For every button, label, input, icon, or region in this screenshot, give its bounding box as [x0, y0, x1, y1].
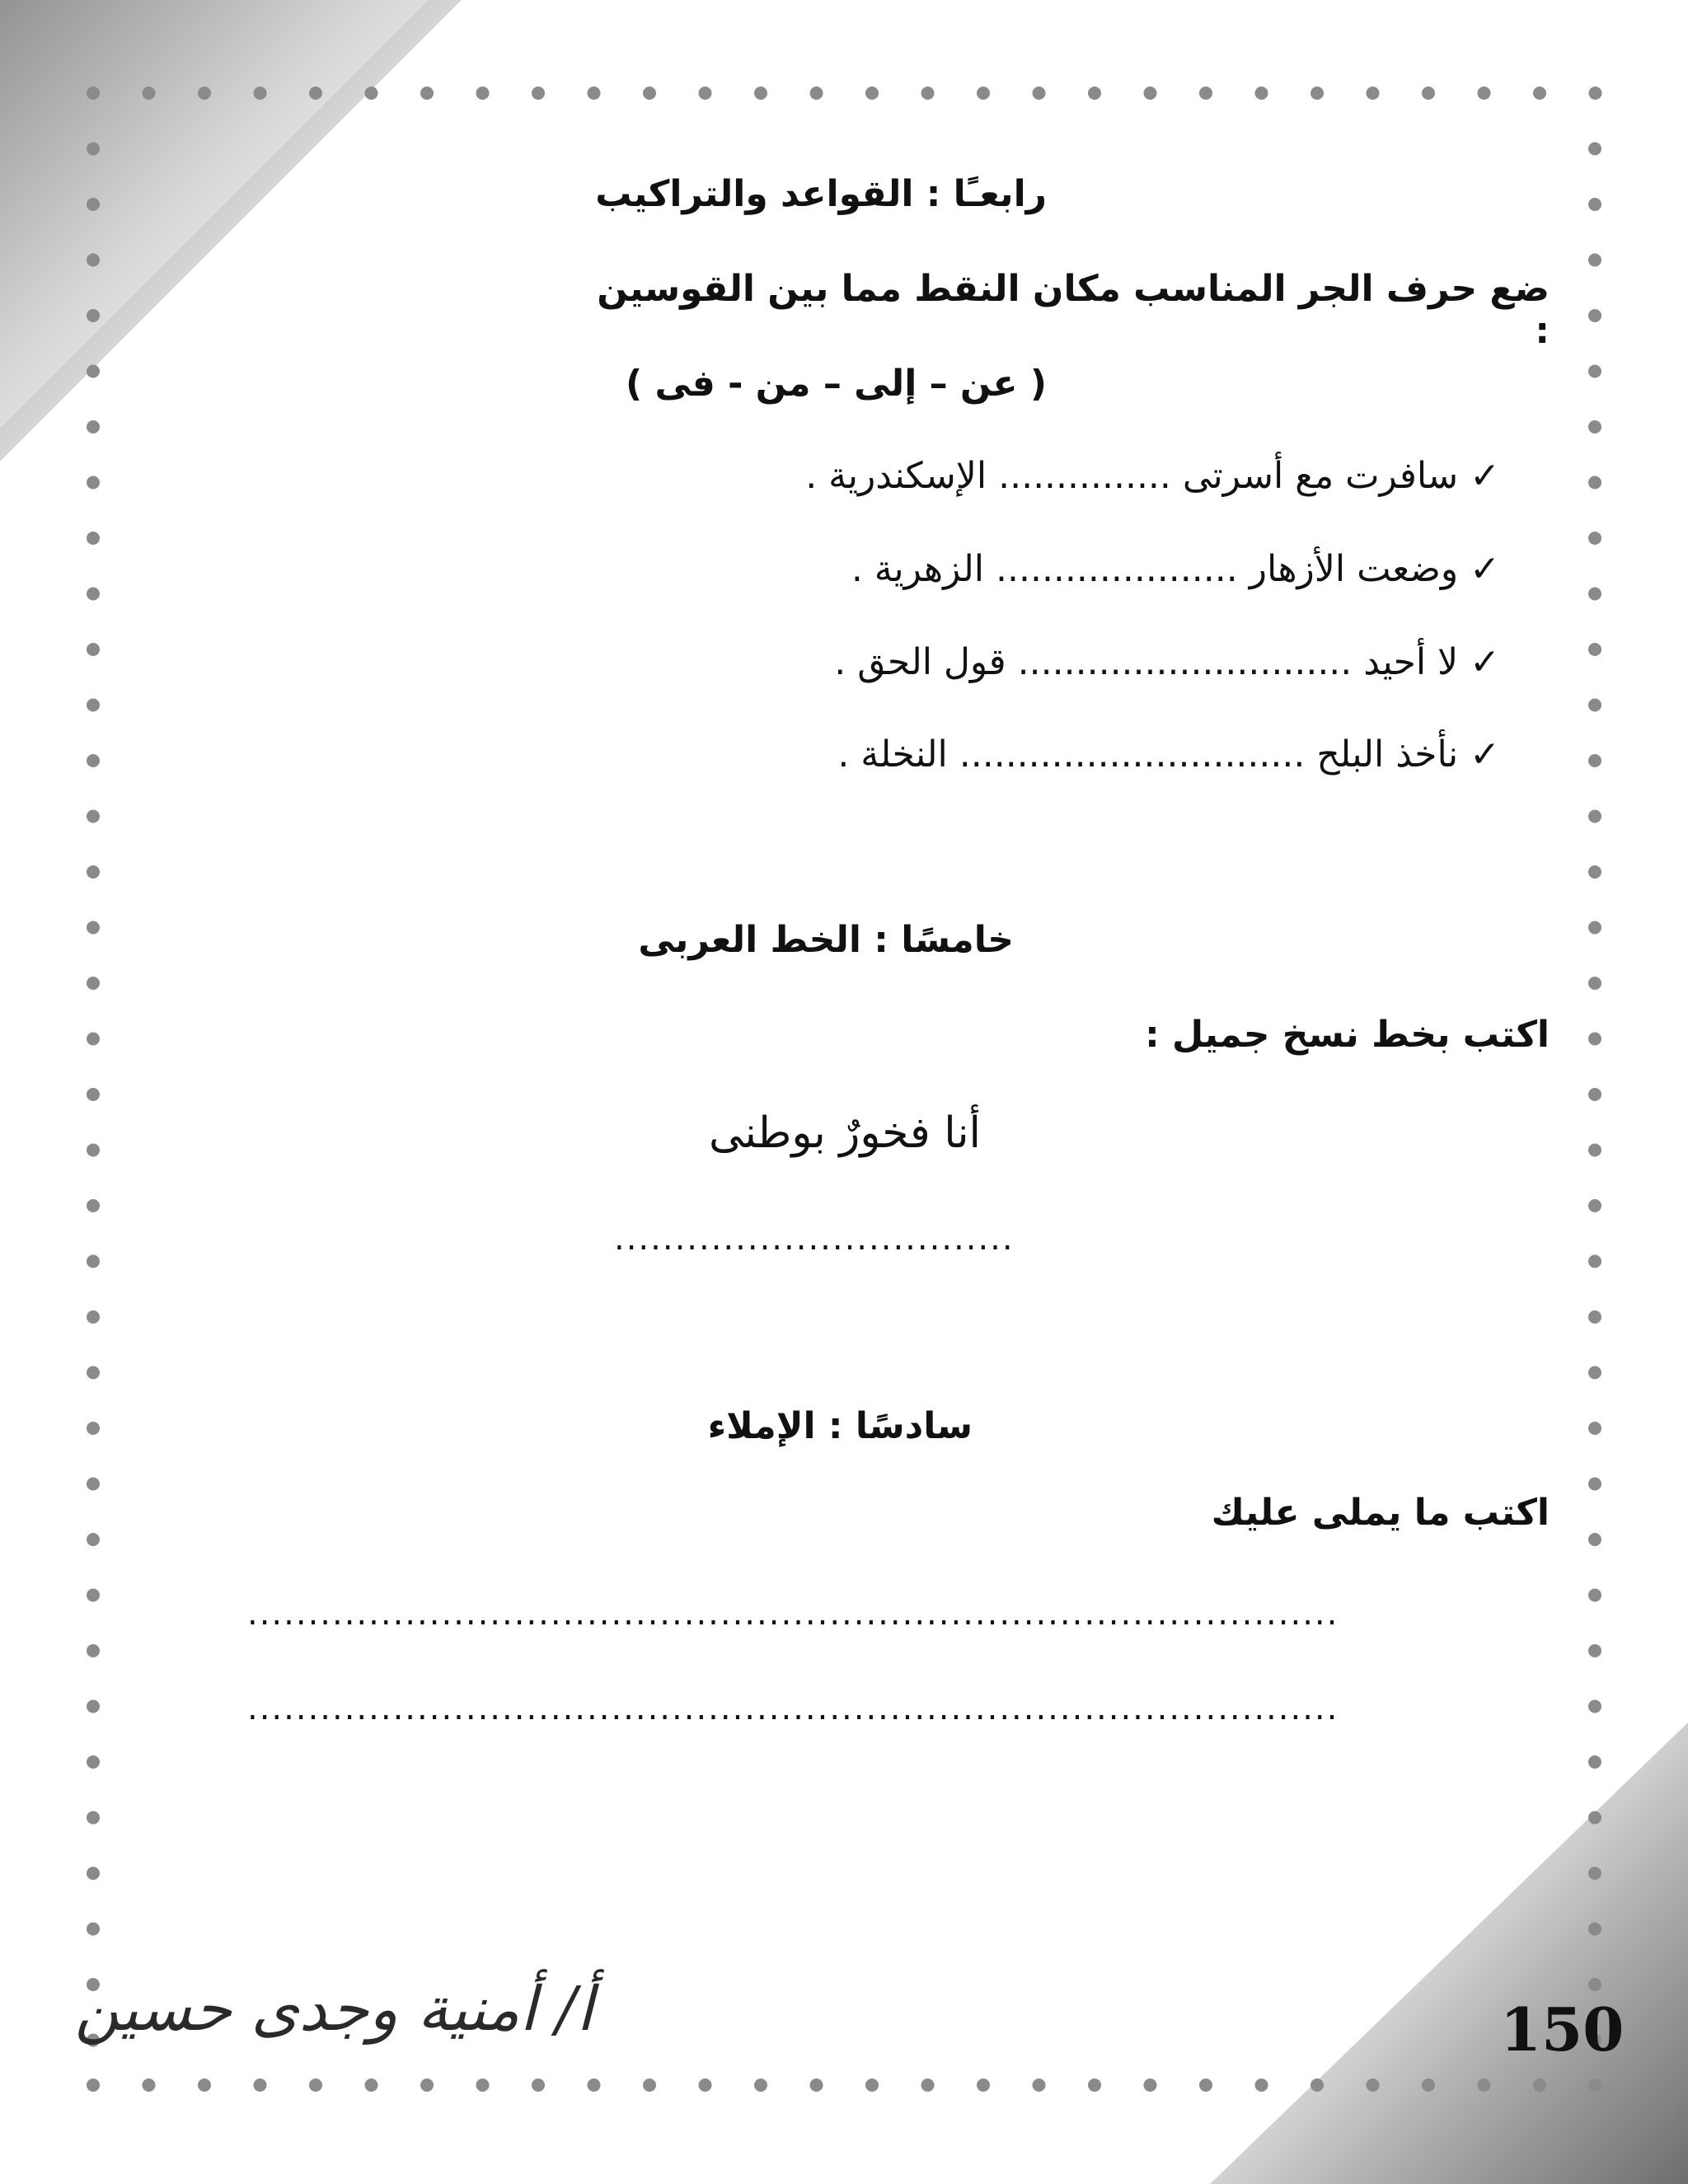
- exercise-item-2: ✓ وضعت الأزهار ..................... الزهرية .: [851, 548, 1500, 590]
- border-dot: [87, 1310, 100, 1324]
- exercise-item-3: ✓ لا أحيد ............................. قول الحق .: [834, 641, 1500, 683]
- border-dot: [87, 754, 100, 767]
- border-dot: [1588, 1199, 1601, 1212]
- border-dot: [1588, 1366, 1601, 1380]
- border-dot: [588, 2079, 601, 2092]
- border-dot: [1588, 699, 1601, 712]
- border-dot: [1588, 1478, 1601, 1491]
- border-dot: [1588, 1533, 1601, 1546]
- border-dot: [1588, 1644, 1601, 1657]
- border-dot: [87, 810, 100, 823]
- border-dot: [643, 2079, 656, 2092]
- border-dot: [198, 2079, 211, 2092]
- dictation-line-2[interactable]: ..........................................................................................: [247, 1690, 1339, 1727]
- border-dot: [1422, 2079, 1435, 2092]
- border-dot: [1033, 87, 1046, 100]
- border-dot: [1588, 254, 1601, 267]
- border-dot: [87, 2079, 100, 2092]
- border-dot: [87, 532, 100, 545]
- border-dot: [1588, 865, 1601, 879]
- border-dot: [1588, 309, 1601, 322]
- border-dot: [87, 643, 100, 656]
- border-dot: [1588, 921, 1601, 935]
- border-dot: [810, 87, 823, 100]
- border-dot: [476, 87, 490, 100]
- border-dot: [87, 1199, 100, 1212]
- border-dot: [1588, 977, 1601, 990]
- border-dot: [1311, 2079, 1324, 2092]
- border-dot: [143, 87, 156, 100]
- model-phrase: أنا فخورٌ بوطنى: [709, 1108, 981, 1158]
- border-dot: [699, 87, 712, 100]
- border-dot: [1199, 87, 1212, 100]
- border-dot: [1033, 2079, 1046, 2092]
- border-dot: [87, 1478, 100, 1491]
- border-dot: [87, 198, 100, 211]
- section5-title: خامسًا : الخط العربى: [638, 919, 1014, 961]
- border-dot: [1367, 2079, 1380, 2092]
- border-dot: [143, 2079, 156, 2092]
- border-dot: [87, 420, 100, 434]
- border-dot: [87, 865, 100, 879]
- border-dot: [254, 87, 267, 100]
- section6-title: سادسًا : الإملاء: [707, 1405, 973, 1447]
- border-dot: [699, 2079, 712, 2092]
- border-dot: [87, 588, 100, 601]
- border-dot: [1588, 143, 1601, 156]
- border-dot: [1144, 2079, 1157, 2092]
- border-dot: [1533, 2079, 1546, 2092]
- border-dot: [87, 699, 100, 712]
- border-dot: [810, 2079, 823, 2092]
- border-dot: [1588, 588, 1601, 601]
- border-dot: [1422, 87, 1435, 100]
- border-dot: [87, 1644, 100, 1657]
- border-dot: [921, 87, 935, 100]
- border-dot: [87, 1533, 100, 1546]
- border-dot: [476, 2079, 490, 2092]
- border-dot: [87, 1755, 100, 1769]
- border-dot: [1478, 87, 1491, 100]
- border-dot: [754, 2079, 767, 2092]
- border-dot: [1478, 2079, 1491, 2092]
- border-dot: [87, 1867, 100, 1880]
- border-dot: [1588, 1255, 1601, 1268]
- border-dot: [643, 87, 656, 100]
- border-dot: [1088, 87, 1101, 100]
- border-dot: [365, 87, 378, 100]
- border-dot: [588, 87, 601, 100]
- border-dot: [420, 87, 434, 100]
- handwriting-answer-line[interactable]: .................................: [614, 1220, 1015, 1258]
- border-dot: [87, 1589, 100, 1602]
- border-dot: [254, 2079, 267, 2092]
- border-dot: [1588, 1088, 1601, 1101]
- border-dot: [1588, 1310, 1601, 1324]
- border-dot: [87, 143, 100, 156]
- border-dot: [1588, 1923, 1601, 1936]
- border-dot: [1588, 476, 1601, 490]
- border-dot: [87, 1033, 100, 1046]
- border-dot: [1588, 1589, 1601, 1602]
- border-dot: [87, 309, 100, 322]
- border-dot: [87, 1088, 100, 1101]
- section6-instruction: اكتب ما يملى عليك: [1211, 1492, 1550, 1534]
- border-dot: [87, 1255, 100, 1268]
- border-dot: [87, 1144, 100, 1157]
- border-dot: [87, 1366, 100, 1380]
- exercise-item-1: ✓ سافرت مع أسرتى ............... الإسكندرية .: [805, 455, 1500, 497]
- section5-instruction: اكتب بخط نسخ جميل :: [1145, 1014, 1550, 1056]
- border-dot: [1088, 2079, 1101, 2092]
- border-dot: [365, 2079, 378, 2092]
- border-dot: [532, 87, 545, 100]
- border-dot: [1588, 1755, 1601, 1769]
- section4-options: ( عن – إلى – من - فى ): [626, 363, 1047, 405]
- border-dot: [1588, 198, 1601, 211]
- border-dot: [977, 2079, 990, 2092]
- border-dot: [87, 1422, 100, 1435]
- border-dot: [87, 977, 100, 990]
- border-dot: [865, 87, 879, 100]
- border-dot: [1588, 810, 1601, 823]
- border-dot: [87, 365, 100, 378]
- border-dot: [977, 87, 990, 100]
- border-dot: [1589, 87, 1602, 100]
- section4-title: رابعـًا : القواعد والتراكيب: [595, 173, 1047, 215]
- border-dot: [1589, 2079, 1602, 2092]
- border-dot: [87, 921, 100, 935]
- border-dot: [87, 87, 100, 100]
- border-dot: [532, 2079, 545, 2092]
- border-dot: [1588, 1867, 1601, 1880]
- border-dot: [87, 1811, 100, 1825]
- dictation-line-1[interactable]: ..........................................................................................: [247, 1595, 1339, 1633]
- border-dot: [865, 2079, 879, 2092]
- border-dot: [1199, 2079, 1212, 2092]
- border-dot: [1144, 87, 1157, 100]
- section4-instruction: ضع حرف الجر المناسب مكان النقط مما بين القوسين :: [597, 268, 1550, 352]
- exercise-item-4: ✓ نأخذ البلح .............................. النخلة .: [837, 733, 1500, 776]
- border-dot: [1588, 1144, 1601, 1157]
- border-dot: [87, 476, 100, 490]
- border-dot: [754, 87, 767, 100]
- border-dot: [1533, 87, 1546, 100]
- border-dot: [1255, 87, 1268, 100]
- border-dot: [309, 2079, 322, 2092]
- border-dot: [309, 87, 322, 100]
- border-dot: [1588, 532, 1601, 545]
- border-dot: [87, 1700, 100, 1713]
- border-dot: [87, 254, 100, 267]
- border-dot: [1311, 87, 1324, 100]
- teacher-signature: أ/ أمنية وجدى حسين: [74, 1974, 593, 2045]
- border-dot: [1588, 420, 1601, 434]
- border-dot: [1588, 643, 1601, 656]
- border-dot: [198, 87, 211, 100]
- border-dot: [1255, 2079, 1268, 2092]
- border-dot: [1588, 1033, 1601, 1046]
- border-dot: [1367, 87, 1380, 100]
- border-dot: [87, 1923, 100, 1936]
- border-dot: [921, 2079, 935, 2092]
- border-dot: [1588, 1978, 1601, 1991]
- page-number: 150: [1500, 1994, 1625, 2064]
- border-dot: [1588, 754, 1601, 767]
- border-dot: [1588, 365, 1601, 378]
- border-dot: [420, 2079, 434, 2092]
- border-dot: [1588, 1422, 1601, 1435]
- border-dot: [1588, 1811, 1601, 1825]
- border-dot: [1588, 1700, 1601, 1713]
